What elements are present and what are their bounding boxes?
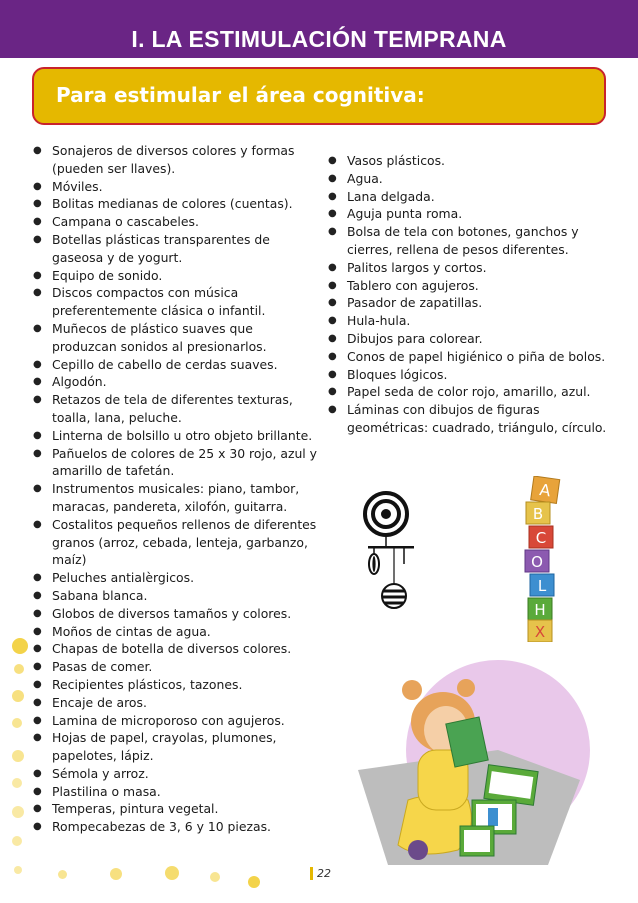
block-letter: B <box>532 505 544 523</box>
list-item: ● Palitos largos y cortos. <box>327 259 613 277</box>
list-item: ● Hojas de papel, crayolas, plumones, papelotes, lápiz. <box>32 729 320 765</box>
decor-dot <box>165 866 179 880</box>
list-item: ● Peluches antialèrgicos. <box>32 569 320 587</box>
list-item: ● Temperas, pintura vegetal. <box>32 800 320 818</box>
materials-list-right <box>327 152 613 437</box>
letter-blocks-illustration <box>520 476 570 642</box>
materials-list-left <box>32 142 320 836</box>
list-item: ● Lana delgada. <box>327 188 613 206</box>
page-title: I. LA ESTIMULACIÓN TEMPRANA <box>131 26 507 52</box>
list-item: ● Linterna de bolsillo u otro objeto brillante. <box>32 427 320 445</box>
list-item: ● Encaje de aros. <box>32 694 320 712</box>
decor-dot <box>12 806 24 818</box>
block-letter: L <box>537 577 547 595</box>
list-item: ● Muñecos de plástico suaves que produzcan sonidos al presionarlos. <box>32 320 320 356</box>
decor-dot <box>12 690 24 702</box>
list-item: ● Bolsa de tela con botones, ganchos y cierres, rellena de pesos diferentes. <box>327 223 613 259</box>
list-item: ● Aguja punta roma. <box>327 205 613 223</box>
child-puzzle-illustration <box>348 650 590 870</box>
decor-dot <box>58 870 67 879</box>
list-item: ● Bloques lógicos. <box>327 366 613 384</box>
list-item: ● Sabana blanca. <box>32 587 320 605</box>
list-item: ● Moños de cintas de agua. <box>32 623 320 641</box>
section-banner <box>32 67 606 125</box>
list-item: ● Campana o cascabeles. <box>32 213 320 231</box>
page-number: 22 <box>310 867 331 880</box>
list-item: ● Hula-hula. <box>327 312 613 330</box>
decor-dot <box>248 876 260 888</box>
list-item: ● Costalitos pequeños rellenos de diferentes granos (arroz, cebada, lenteja, garbanzo, maíz) <box>32 516 320 569</box>
list-item: ● Pasas de comer. <box>32 658 320 676</box>
list-item: ● Algodón. <box>32 373 320 391</box>
list-item: ● Tablero con agujeros. <box>327 277 613 295</box>
list-item: ● Lamina de microporoso con agujeros. <box>32 712 320 730</box>
decor-dot <box>210 872 220 882</box>
decor-dot <box>14 664 24 674</box>
header-bar <box>0 0 638 58</box>
block-letter: C <box>535 529 547 547</box>
decor-dot <box>14 866 22 874</box>
list-item: ● Discos compactos con música preferentemente clásica o infantil. <box>32 284 320 320</box>
list-item: ● Retazos de tela de diferentes texturas, toalla, lana, peluche. <box>32 391 320 427</box>
list-item: ● Pañuelos de colores de 25 x 30 rojo, azul y amarillo de tafetán. <box>32 445 320 481</box>
list-item: ● Rompecabezas de 3, 6 y 10 piezas. <box>32 818 320 836</box>
list-item: ● Vasos plásticos. <box>327 152 613 170</box>
list-item: ● Recipientes plásticos, tazones. <box>32 676 320 694</box>
decor-dot <box>12 778 22 788</box>
section-title: Para estimular el área cognitiva: <box>56 83 425 107</box>
list-item: ● Agua. <box>327 170 613 188</box>
list-item: ● Equipo de sonido. <box>32 267 320 285</box>
decor-dot <box>12 836 22 846</box>
list-item: ● Instrumentos musicales: piano, tambor, maracas, pandereta, xilofón, guitarra. <box>32 480 320 516</box>
block-letter: X <box>534 623 546 641</box>
decor-dot <box>12 750 24 762</box>
list-item: ● Botellas plásticas transparentes de gaseosa y de yogurt. <box>32 231 320 267</box>
decor-dot <box>12 638 28 654</box>
list-item: ● Sémola y arroz. <box>32 765 320 783</box>
block-letter: A <box>538 480 552 501</box>
list-item: ● Papel seda de color rojo, amarillo, azul. <box>327 383 613 401</box>
list-item: ● Láminas con dibujos de figuras geométricas: cuadrado, triángulo, círculo. <box>327 401 613 437</box>
list-item: ● Globos de diversos tamaños y colores. <box>32 605 320 623</box>
list-item: ● Plastilina o masa. <box>32 783 320 801</box>
decor-dot <box>110 868 122 880</box>
block-letter: O <box>531 553 543 571</box>
decor-dot <box>12 718 22 728</box>
list-item: ● Pasador de zapatillas. <box>327 294 613 312</box>
list-item: ● Sonajeros de diversos colores y formas (pueden ser llaves). <box>32 142 320 178</box>
list-item: ● Chapas de botella de diversos colores. <box>32 640 320 658</box>
mobile-toy-illustration <box>360 488 430 614</box>
list-item: ● Móviles. <box>32 178 320 196</box>
list-item: ● Conos de papel higiénico o piña de bolos. <box>327 348 613 366</box>
list-item: ● Cepillo de cabello de cerdas suaves. <box>32 356 320 374</box>
list-item: ● Bolitas medianas de colores (cuentas). <box>32 195 320 213</box>
list-item: ● Dibujos para colorear. <box>327 330 613 348</box>
block-letter: H <box>534 601 546 619</box>
